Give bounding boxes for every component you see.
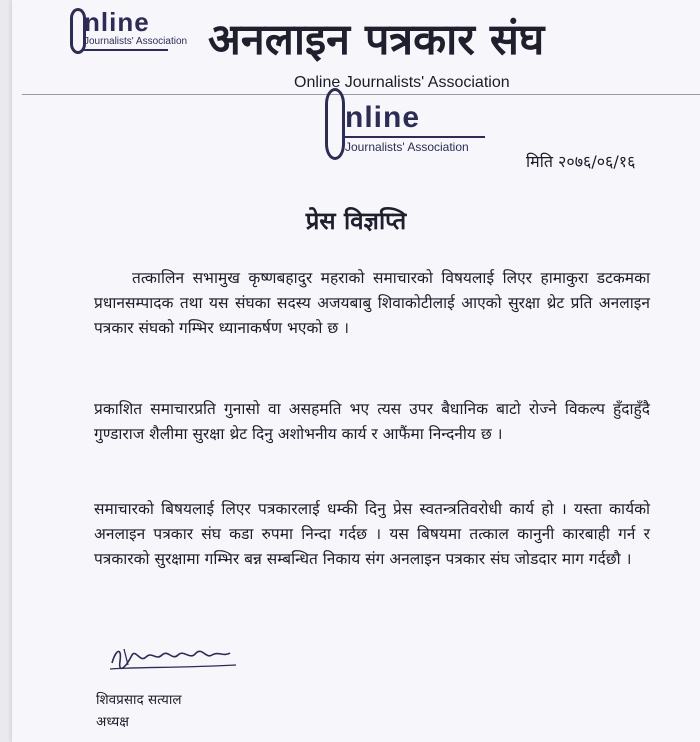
notice-title: प्रेस विज्ञप्ति: [305, 207, 407, 235]
stamp-subtitle: Journalists' Association: [345, 140, 469, 154]
stamp-o-mark: [325, 88, 345, 160]
header-logo: [70, 8, 200, 52]
signatory-title: अध्यक्ष: [96, 714, 129, 730]
paragraph-2: प्रकाशित समाचारप्रति गुनासो वा असहमति भए त्यस उपर बैधानिक बाटो रोज्ने विकल्प हुँदाहुँदै गुण्डाराज शैलीमा सुरक्षा थ्रेट दिनु अशोभनीय कार्य र आफैंमा निन्दनीय छ ।: [94, 400, 650, 443]
signatory-name: शिवप्रसाद सत्याल: [96, 692, 182, 708]
document-date: मिति २०७६/०६/१६: [526, 152, 636, 171]
association-title-nepali: अनलाइन पत्रकार संघ: [208, 15, 545, 65]
handwritten-signature: [108, 641, 240, 673]
logo-subtitle: Journalists' Association: [84, 36, 188, 47]
stamp-underline: [345, 136, 485, 138]
logo-underline: [84, 49, 168, 51]
association-title-english: Online Journalists' Association: [294, 74, 510, 91]
stamp-word: nline: [345, 101, 421, 134]
stamp-logo: [325, 88, 505, 160]
paragraph-1: तत्कालिन सभामुख कृष्णबहादुर महराको समाचारको विषयलाई लिएर हामाकुरा डटकमका प्रधानसम्पादक तथा यस संघका सदस्य अजयबाबु शिवाकोटीलाई आएको सुरक्षा थ्रेट प्रति अनलाइन पत्रकार संघको गम्भिर ध्यानाकर्षण भएको छ ।: [94, 269, 650, 337]
logo-word: nline: [84, 7, 150, 37]
paragraph-3: समाचारको बिषयलाई लिएर पत्रकारलाई धम्की दिनु प्रेस स्वतन्त्रतिवरोधी कार्य हो । यस्ता कार्यको अनलाइन पत्रकार संघ कडा रुपमा निन्दा गर्दछ । यस बिषयमा तत्काल कानुनी कारबाही गर्न र पत्रकारको सुरक्षामा गम्भिर बन्न सम्बन्धित निकाय संग अनलाइन पत्रकार संघ जोडदार माग गर्दछौ ।: [94, 500, 650, 568]
press-release-page: [12, 0, 700, 742]
